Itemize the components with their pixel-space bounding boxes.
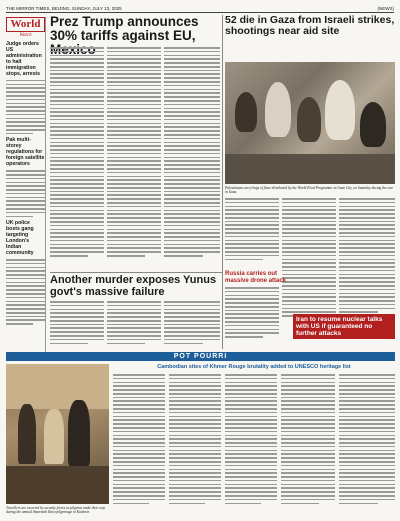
gaza-headline: 52 die in Gaza from Israeli strikes, shootings near aid site — [225, 14, 395, 38]
gaza-col-2 — [282, 198, 336, 319]
potpourri-headline: Cambodian sites of Khmer Rouge brutality added to UNESCO heritage list — [157, 364, 351, 370]
main-headline: Prez Trump announces 30% tariffs against EU, — [50, 14, 199, 44]
world-watch-column — [6, 17, 46, 352]
russia-headline: Russia carries out massive drone attack — [225, 271, 287, 284]
potpourri-col-5 — [339, 374, 395, 506]
header-left: THE MIRROR TIMES, BEIJING, SUNDAY, JULY 13, 2025 — [6, 5, 122, 11]
page-header — [6, 4, 394, 13]
gaza-photo-caption: Palestinians carry bags of flour distributed by the World Food Programme in Gaza City, on Saturday during the war in Gaza. — [225, 186, 394, 195]
brief-headline: UK police bosts gang targeting London's Indian community — [6, 220, 34, 256]
section-rule — [50, 272, 222, 273]
brief-body — [6, 170, 45, 217]
header-right: (NEWS) — [377, 5, 394, 11]
brief-headline: Pak multi-storey regulations for foreign satellite operators — [6, 137, 45, 168]
main-story-col-1 — [50, 47, 104, 259]
brief-body — [6, 80, 45, 135]
yunus-col-2 — [107, 301, 161, 346]
gaza-photo — [225, 62, 395, 184]
brief-body — [6, 259, 45, 325]
brief-headline: Judge orders US administration to halt immigration stops, arrests — [6, 41, 42, 77]
gaza-col-3 — [339, 198, 395, 315]
yunus-col-3 — [164, 301, 220, 346]
column-divider — [222, 15, 223, 349]
iran-headline: Iran to resume nuclear talks with US if guaranteed no further attacks — [293, 314, 395, 339]
main-story-col-2 — [107, 47, 161, 259]
potpourri-col-4 — [281, 374, 335, 506]
yunus-headline: Another murder exposes Yunus govt's massive failure — [50, 274, 217, 298]
gaza-col-1 — [225, 198, 279, 262]
pilgrims-photo-caption: Travellers are escorted by security forces as pilgrims make their way during the annual Amarnath Yatra pilgrimage in Kashmir. — [6, 506, 106, 515]
potpourri-bar: POT POURRI — [6, 352, 395, 361]
yunus-col-1 — [50, 301, 104, 346]
world-watch-sub: Watch — [19, 33, 32, 38]
potpourri-col-2 — [169, 374, 221, 506]
main-story-col-3 — [164, 47, 220, 259]
potpourri-col-1 — [113, 374, 165, 506]
world-watch-logo: World — [6, 17, 45, 32]
pilgrims-photo — [6, 364, 109, 504]
potpourri-col-3 — [225, 374, 277, 506]
russia-col — [225, 287, 279, 340]
